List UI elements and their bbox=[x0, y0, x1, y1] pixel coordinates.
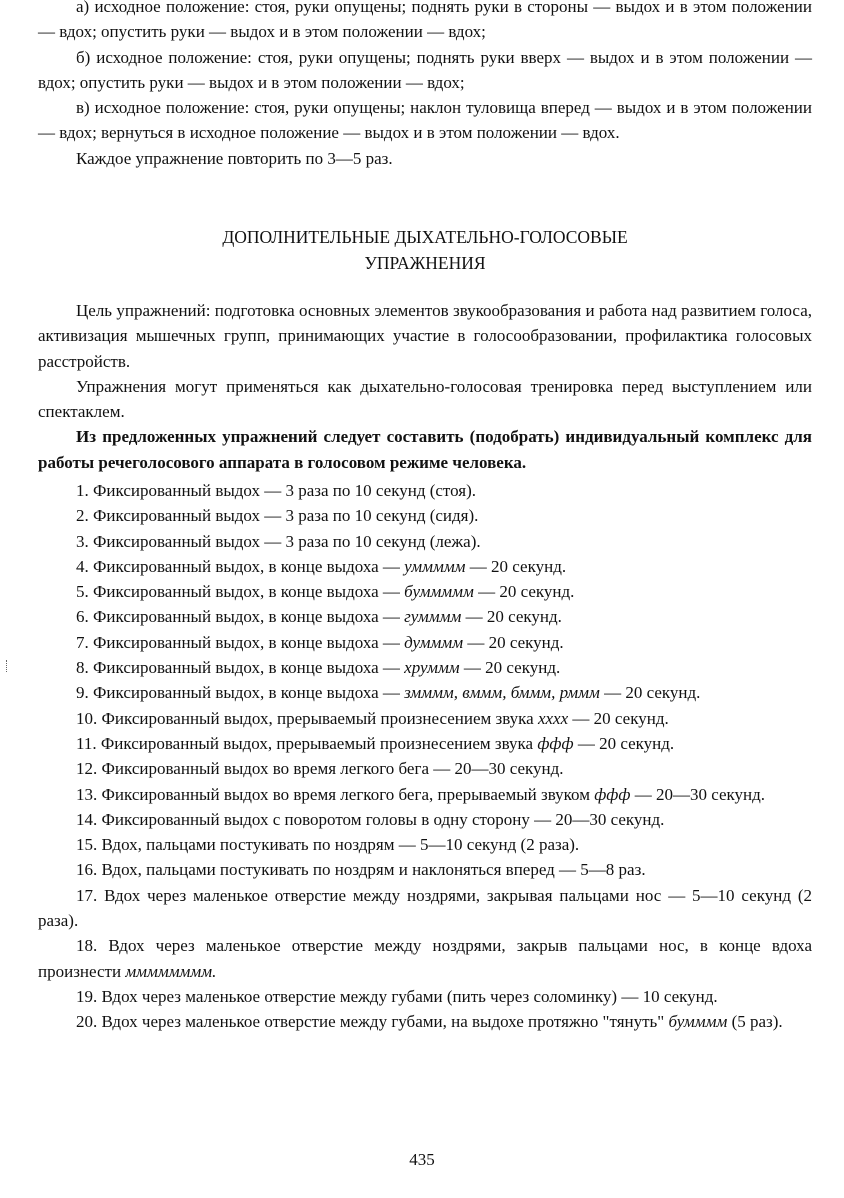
exercise-text: Фиксированный выдох — 3 раза по 10 секунд (лежа). bbox=[93, 531, 481, 551]
exercise-number: 11. bbox=[76, 733, 97, 753]
exercise-text-end: — 20 секунд. bbox=[473, 582, 575, 602]
exercise-text: Фиксированный выдох, в конце выдоха — bbox=[93, 658, 405, 678]
exercise-number: 15. bbox=[76, 835, 98, 855]
exercise-sound: хруммм bbox=[404, 658, 460, 678]
exercise-sound: гумммм bbox=[404, 607, 462, 627]
exercise-text: Фиксированный выдох во время легкого бега, прерываемый звуком bbox=[101, 784, 595, 804]
exercise-sound: мммммммм. bbox=[125, 961, 217, 981]
exercise-item bbox=[38, 756, 812, 781]
exercise-item bbox=[38, 832, 812, 857]
exercise-sound: ффф bbox=[537, 733, 574, 753]
intro-section bbox=[38, 0, 812, 171]
exercise-number: 20. bbox=[76, 1012, 98, 1032]
exercise-text: Вдох через маленькое отверстие между губами (пить через соломинку) — 10 секунд. bbox=[101, 986, 718, 1006]
exercise-text: Вдох, пальцами постукивать по ноздрям — 5—10 секунд (2 раза). bbox=[101, 835, 580, 855]
exercise-item bbox=[38, 782, 812, 807]
bold-note: Из предложенных упражнений следует составить (подобрать) индивидуальный комплекс для работы речеголосового аппарата в голосовом режиме человека. bbox=[38, 427, 812, 472]
exercise-item bbox=[38, 478, 812, 503]
exercise-item bbox=[38, 529, 812, 554]
exercise-text: Вдох через маленькое отверстие между ноздрями, закрыв пальцами нос, в конце вдоха произнести bbox=[38, 936, 812, 981]
exercise-number: 14. bbox=[76, 809, 98, 829]
exercise-item bbox=[38, 503, 812, 528]
exercise-number: 5. bbox=[76, 582, 89, 602]
exercise-number: 4. bbox=[76, 556, 89, 576]
exercise-number: 9. bbox=[76, 683, 89, 703]
exercise-text-end: — 20 секунд. bbox=[459, 658, 561, 678]
exercise-number: 3. bbox=[76, 531, 89, 551]
exercise-number: 17. bbox=[76, 885, 98, 905]
exercise-sound: хххх bbox=[537, 708, 569, 728]
exercise-sound: змммм, вммм, бммм, рммм bbox=[404, 683, 600, 703]
exercise-text: Фиксированный выдох — 3 раза по 10 секунд (стоя). bbox=[93, 481, 477, 500]
exercise-text: Вдох, пальцами постукивать по ноздрям и наклоняться вперед — 5—8 раз. bbox=[101, 860, 646, 880]
exercise-text-end: — 20 секунд. bbox=[599, 683, 701, 703]
exercise-sound: уммммм bbox=[404, 556, 466, 576]
goal-paragraph: Цель упражнений: подготовка основных элементов звукообразования и работа над развитием голоса, активизация мышечных групп, принимающих участие в голосообразовании, профилактика голосовых расстройств. bbox=[38, 301, 812, 371]
exercise-text: Фиксированный выдох, прерываемый произнесением звука bbox=[101, 708, 538, 728]
exercise-number: 7. bbox=[76, 632, 89, 652]
exercise-item bbox=[38, 680, 812, 705]
exercise-item bbox=[38, 604, 812, 629]
exercise-text: Вдох через маленькое отверстие между губами, на выдохе протяжно "тянуть" bbox=[101, 1012, 669, 1032]
scan-mark bbox=[6, 660, 9, 672]
exercise-item bbox=[38, 554, 812, 579]
exercise-number: 8. bbox=[76, 658, 89, 678]
intro-paragraph: в) исходное положение: стоя, руки опущены; наклон туловища вперед — выдох и в этом положении — вдох; вернуться в исходное положение — выдох и в этом положении — вдох. bbox=[38, 98, 812, 143]
exercise-number: 12. bbox=[76, 759, 98, 779]
exercise-sound: буммммм bbox=[404, 582, 474, 602]
exercise-number: 6. bbox=[76, 607, 89, 627]
exercise-text: Фиксированный выдох, в конце выдоха — bbox=[93, 632, 405, 652]
exercise-number: 1. bbox=[76, 481, 89, 500]
exercise-number: 13. bbox=[76, 784, 98, 804]
exercise-text: Фиксированный выдох — 3 раза по 10 секунд (сидя). bbox=[93, 506, 479, 526]
intro-paragraph: Каждое упражнение повторить по 3—5 раз. bbox=[76, 148, 393, 168]
exercise-text-end: — 20 секунд. bbox=[568, 708, 669, 728]
exercise-list bbox=[38, 478, 812, 1035]
exercise-text: Фиксированный выдох, в конце выдоха — bbox=[93, 683, 405, 703]
exercise-item bbox=[38, 883, 812, 934]
exercise-item bbox=[38, 933, 812, 984]
exercise-text-end: (5 раз). bbox=[727, 1012, 783, 1032]
exercise-item bbox=[38, 984, 812, 1009]
exercise-sound: бумммм bbox=[668, 1012, 728, 1032]
exercise-number: 10. bbox=[76, 708, 98, 728]
exercise-sound: думммм bbox=[404, 632, 464, 652]
exercise-text-end: — 20 секунд. bbox=[465, 556, 567, 576]
exercise-item bbox=[38, 630, 812, 655]
exercise-text: Фиксированный выдох, в конце выдоха — bbox=[93, 556, 405, 576]
exercise-item bbox=[38, 731, 812, 756]
exercise-item bbox=[38, 579, 812, 604]
exercise-text-end: — 20—30 секунд. bbox=[630, 784, 766, 804]
exercise-text: Фиксированный выдох, прерываемый произнесением звука bbox=[100, 733, 538, 753]
section-heading-line1: ДОПОЛНИТЕЛЬНЫЕ ДЫХАТЕЛЬНО-ГОЛОСОВЫЕ bbox=[222, 227, 628, 247]
goal-section bbox=[38, 298, 812, 475]
exercise-number: 19. bbox=[76, 986, 98, 1006]
exercise-number: 16. bbox=[76, 860, 98, 880]
intro-paragraph: а) исходное положение: стоя, руки опущены; поднять руки в стороны — выдох и в этом положении — вдох; опустить руки — выдох и в этом положении — вдох; bbox=[38, 0, 812, 42]
exercise-item bbox=[38, 706, 812, 731]
exercise-text: Фиксированный выдох во время легкого бега — 20—30 секунд. bbox=[101, 759, 564, 779]
section-heading-line2: УПРАЖНЕНИЯ bbox=[364, 253, 486, 273]
exercise-text: Фиксированный выдох, в конце выдоха — bbox=[93, 582, 405, 602]
exercise-item bbox=[38, 807, 812, 832]
exercise-text: Фиксированный выдох с поворотом головы в одну сторону — 20—30 секунд. bbox=[101, 809, 665, 829]
exercise-sound: ффф bbox=[594, 784, 631, 804]
exercise-text-end: — 20 секунд. bbox=[461, 607, 562, 627]
intro-paragraph: б) исходное положение: стоя, руки опущены; поднять руки вверх — выдох и в этом положении — вдох; опустить руки — выдох и в этом положении — вдох; bbox=[38, 47, 812, 92]
exercise-text: Фиксированный выдох, в конце выдоха — bbox=[93, 607, 405, 627]
exercise-number: 2. bbox=[76, 506, 89, 526]
exercise-number: 18. bbox=[76, 936, 98, 956]
exercise-text-end: — 20 секунд. bbox=[573, 733, 675, 753]
goal-paragraph: Упражнения могут применяться как дыхательно-голосовая тренировка перед выступлением или спектаклем. bbox=[38, 376, 812, 422]
exercise-text-end: — 20 секунд. bbox=[463, 632, 564, 652]
exercise-item bbox=[38, 857, 812, 882]
exercise-item bbox=[38, 1009, 812, 1034]
page-number: 435 bbox=[409, 1150, 435, 1169]
exercise-text: Вдох через маленькое отверстие между ноздрями, закрывая пальцами нос — 5—10 секунд (2 раза). bbox=[38, 885, 812, 931]
section-heading bbox=[38, 224, 812, 276]
exercise-item bbox=[38, 655, 812, 680]
